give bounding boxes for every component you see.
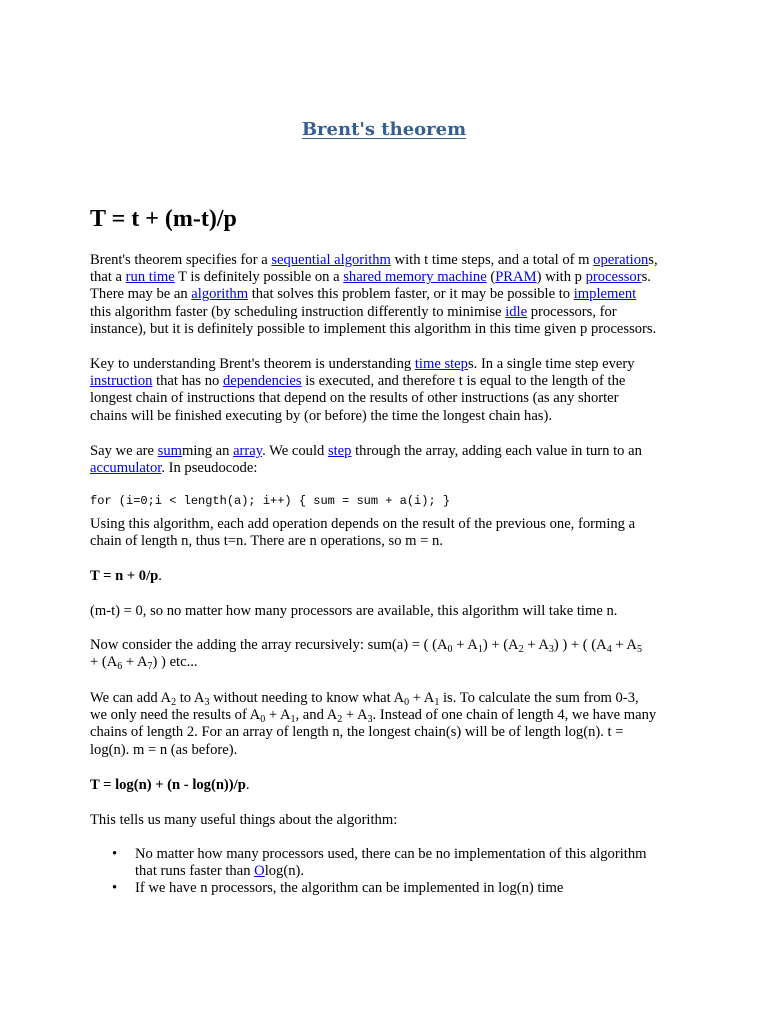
link-run-time[interactable]: run time [125,269,175,286]
text: No matter how many processors used, there can be no implementation of this algorithm [135,846,647,862]
text: is executed, and therefore t is equal to the length of the [301,373,626,390]
paragraph-chain [90,516,690,550]
bullet-list [90,846,646,898]
text: T is definitely possible on a [174,269,344,286]
text: ) with p [536,269,586,286]
text: log(n). [264,863,305,880]
text: There may be an [90,286,192,303]
subscript: 0 [447,644,453,655]
link-idle[interactable]: idle [505,303,528,320]
link-accumulator[interactable]: accumulator [90,460,162,477]
text: Now consider the adding the array recursively: sum(a) = ( (A [90,637,448,653]
text: , and A [295,707,338,724]
subscript: 7 [147,661,153,673]
paragraph-conclusion-linear [90,603,690,620]
text: Key to understanding Brent's theorem is understanding [90,356,415,372]
text: Say we are [90,443,158,459]
text: with t time steps, and a total of m [390,252,594,268]
link-processor[interactable]: processor [585,269,642,286]
text: . Instead of one chain of length 4, we have many [372,707,657,724]
text: (m-t) = 0, so no matter how many processors are available, this algorithm will take time n. [90,603,618,619]
text: s. In a single time step every [467,356,635,372]
text: + A [611,637,637,653]
text: We can add A [90,690,172,706]
text: + (A [90,654,118,671]
link-big-o[interactable]: O [254,863,265,880]
subscript: 1 [477,644,483,655]
subscript: 5 [636,644,642,655]
text: ming an [182,443,234,459]
text: instance), but it is definitely possible to implement this algorithm in this time given p processors. [90,320,657,337]
text: . [158,568,162,584]
paragraph-recursive [90,637,690,671]
paragraph-time-steps [90,356,690,425]
text: through the array, adding each value in turn to an [351,443,642,459]
link-time-step[interactable]: time step [414,356,468,372]
subscript: 2 [337,714,343,726]
text: . We could [262,443,328,459]
list-item [90,880,646,897]
link-dependencies[interactable]: dependencies [222,373,302,390]
list-item [90,846,646,880]
text: that runs faster than [135,863,255,880]
text: that has no [152,373,223,390]
text: + A [452,637,478,653]
text: If we have n processors, the algorithm can be implemented in log(n) time [135,880,564,897]
text: ( [486,269,496,286]
link-sequential-algorithm[interactable]: sequential algorithm [271,252,391,268]
subscript: 6 [117,661,123,673]
text: chains will be finished executing by (or before) the time the longest chain has). [90,407,552,424]
text: s. [641,269,651,286]
text: ) ) + ( (A [553,637,607,653]
link-step[interactable]: step [327,443,352,459]
subscript: 2 [518,644,524,655]
subscript: 4 [606,644,612,655]
link-implement[interactable]: implement [573,286,637,303]
text: that solves this problem faster, or it may be possible to [248,286,574,303]
subscript: 1 [290,714,296,726]
text: + A [342,707,368,724]
paragraph-intro [90,252,690,338]
text: . In pseudocode: [161,460,258,477]
text: processors, for [527,303,617,320]
text: chains of length 2. For an array of length n, the longest chain(s) will be of length log(n). t = [90,724,624,741]
paragraph-useful-things [90,812,690,829]
pseudocode: for (i=0;i < length(a); i++) { sum = sum + a(i); } [90,494,451,508]
subscript: 2 [171,697,177,708]
link-sum[interactable]: sum [157,443,182,459]
paragraph-summing [90,443,690,477]
formula-logarithmic [90,777,690,794]
text: Brent's theorem specifies for a [90,252,272,268]
text: longest chain of instructions that depend on the results of other instructions (as any shorter [90,390,619,407]
text: is. To calculate the sum from 0-3, [439,690,639,706]
text: + A [122,654,148,671]
subscript: 1 [434,697,440,708]
text: to A [176,690,205,706]
text: This tells us many useful things about the algorithm: [90,812,398,828]
subscript: 3 [204,697,210,708]
text: T = log(n) + (n - log(n))/p [90,777,246,793]
main-formula: T = t + (m-t)/p [90,206,237,232]
link-instruction[interactable]: instruction [90,373,153,390]
subscript: 3 [367,714,373,726]
page-title: Brent's theorem [301,119,467,140]
bullet-icon: • [112,846,118,862]
formula-linear [90,568,690,585]
text: . [245,777,250,793]
text: T = n + 0/p [90,568,159,584]
link-array[interactable]: array [233,443,263,459]
text: + A [265,707,291,724]
link-algorithm[interactable]: algorithm [191,286,249,303]
text: that a [90,269,126,286]
subscript: 3 [548,644,554,655]
text: + A [409,690,435,706]
text: ) + (A [482,637,519,653]
text: without needing to know what A [209,690,405,706]
subscript: 0 [404,697,410,708]
paragraph-parallel [90,690,690,759]
text: ) ) etc... [152,654,198,671]
subscript: 0 [260,714,266,726]
link-operation[interactable]: operation [593,252,649,268]
bullet-icon: • [112,880,118,897]
text: + A [523,637,549,653]
text: we only need the results of A [90,707,261,724]
text: chain of length n, thus t=n. There are n operations, so m = n. [90,533,443,550]
text: Using this algorithm, each add operation depends on the result of the previous one, forming a [90,516,636,532]
link-shared-memory-machine[interactable]: shared memory machine [343,269,487,286]
link-pram[interactable]: PRAM [495,269,537,286]
text: s, [648,252,658,268]
text: this algorithm faster (by scheduling instruction differently to minimise [90,303,506,320]
text: log(n). m = n (as before). [90,741,238,758]
